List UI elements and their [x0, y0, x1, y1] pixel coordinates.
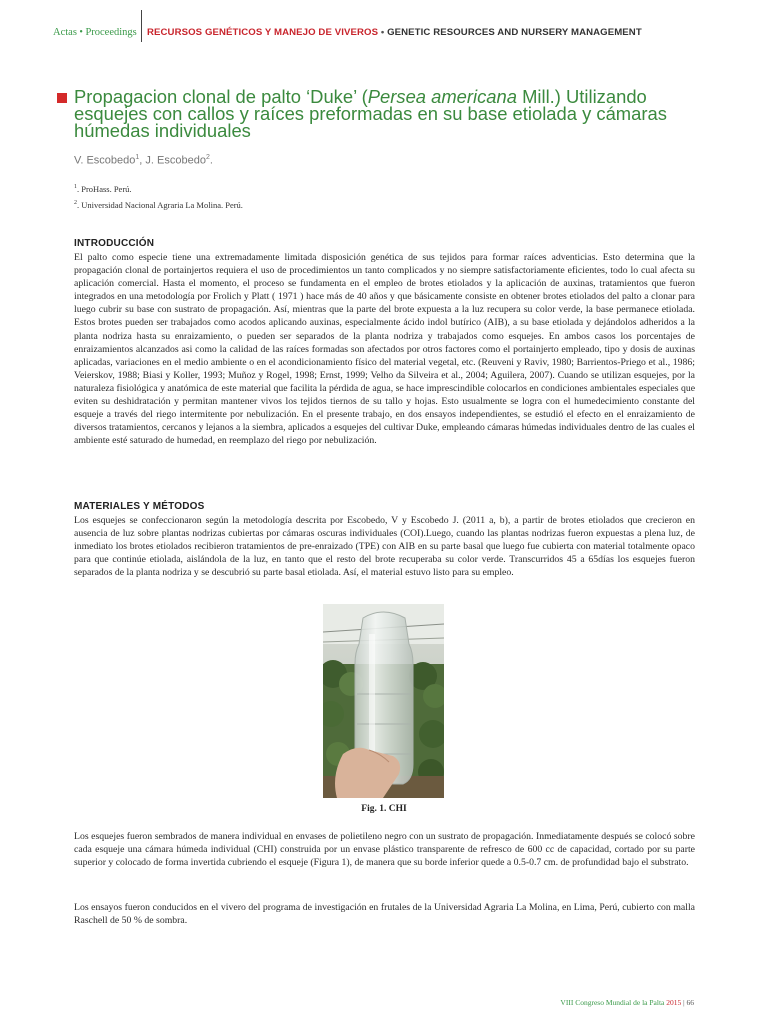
author-end: . — [209, 154, 213, 167]
footer-year: 2015 — [666, 998, 682, 1007]
title-species: Persea americana — [367, 86, 517, 107]
header-section-en: GENETIC RESOURCES AND NURSERY MANAGEMENT — [387, 27, 642, 38]
header-dot: • — [79, 27, 83, 38]
author-1: V. Escobedo — [74, 154, 136, 167]
page-footer — [560, 998, 694, 1007]
header-divider — [141, 10, 142, 42]
author-1-sup: 1 — [135, 154, 140, 161]
author-2: J. Escobedo — [145, 154, 206, 167]
affiliation-1-sup: 1 — [74, 184, 77, 191]
article-title — [74, 88, 694, 139]
header-actas: Actas — [53, 27, 77, 38]
methods-paragraph-3: Los ensayos fueron conducidos en el vivero del programa de investigación en frutales de la Universidad Agraria La Molina, en Lima, Perú, cubierto con malla Raschell de 50 % de sombra. — [74, 902, 695, 927]
affiliation-1-text: . ProHass. Perú. — [77, 184, 132, 194]
title-bullet-square — [57, 93, 67, 103]
figure-1-photo — [323, 604, 444, 798]
methods-heading: MATERIALES Y MÉTODOS — [74, 501, 205, 512]
methods-paragraph-2: Los esquejes fueron sembrados de manera individual en envases de polietileno negro con un sustrato de propagación. Inmediatamente después se colocó sobre cada esqueje una cámara húmeda individual (CHI) construida por un envase plástico transparente de refresco de 600 cc de capacidad, cortado por su parte superior y colocado de forma invertida cubriendo el esqueje (Figura 1), de manera que su borde inferior quede a 0.5-0.7 cm. de profundidad bajo el substrato. — [74, 831, 695, 869]
running-header — [53, 26, 728, 46]
bottle-photo-illustration — [323, 604, 444, 798]
affiliation-2-text: . Universidad Nacional Agraria La Molina. Perú. — [77, 200, 243, 210]
title-part1: Propagacion clonal de palto ‘Duke’ ( — [74, 86, 368, 107]
author-sep: , — [139, 154, 146, 167]
header-section — [147, 26, 642, 40]
footer-separator: | — [681, 998, 687, 1007]
authors-line — [74, 154, 213, 167]
figure-1-caption: Fig. 1. CHI — [361, 804, 407, 814]
author-2-sup: 2 — [205, 154, 210, 161]
footer-congress: VIII Congreso Mundial de la Palta — [560, 998, 665, 1007]
methods-paragraph-1: Los esquejes se confeccionaron según la metodología descrita por Escobedo, V y Escobedo J. (2011 a, b), a partir de brotes etiolados que crecieron en ausencia de luz sobre plantas nodrizas cubiertas por cámaras oscuras individuales (COI).Luego, cuando las plantas nodrizas fueron expuestas a plena luz, de inmediato los brotes etiolados recibieron tratamientos de pre-enraizado (TPE) con AIB en su parte basal que luego fue cubierta con material totalmente opaco para que continúe etiolada, aislándola de la luz, en tanto que el resto del brote recuperaba su color verde. Transcurridos 45 a 65días los esquejes fueron separados de la planta nodriza y se descubrió su parte basal etiolada. Así, el material estuvo listo para su empleo. — [74, 515, 695, 579]
intro-heading: INTRODUCCIÓN — [74, 238, 155, 249]
footer-page-number: 66 — [686, 998, 694, 1007]
header-proceedings: Proceedings — [85, 27, 137, 38]
affiliation-2-sup: 2 — [74, 200, 77, 207]
affiliation-2 — [74, 200, 243, 210]
title-part2: Mill.) Utilizando esquejes con callos y raíces preformadas en su base etiolada y cámaras húmedas individuales — [74, 86, 667, 141]
header-section-sep: • — [380, 27, 385, 38]
intro-paragraph: El palto como especie tiene una extremadamente limitada disposición genética de sus tejidos para formar raíces adventicias. Esto determina que la propagación clonal de portainjertos requiera el uso de procedimientos un tanto complicados y no siempre satisfactoriamente eficientes, todo lo cual afecta su aplicación comercial. Hasta el momento, el proceso se fundamenta en el empleo de brotes etiolados y la aplicación de auxinas, tratamientos que fueron integrados en una metodología por Frolich y Platt ( 1971 ) hace más de 40 años y que básicamente consiste en obtener brotes etiolados del palto a clonar para luego cubrir su base con sustrato de propagación. Así, mientras que la parte del brote expuesta a la luz recupera su color verde, la base permanece etiolada. Estos brotes pueden ser trabajados como acodos aplicando auxinas, especialmente ácido indol butírico (AIB), a su base etiolada y dejándolos adheridos a la planta nodriza hasta su enraizamiento, o pueden ser separados de la planta nodriza y trabajados como esquejes. En ambos casos los porcentajes de enraizamientos alcanzados asi como la calidad de las raíces formadas son afectados por otros factores como el portainjerto empleado, tipo y dosis de auxinas aplicadas, variaciones en el medio ambiente o en el acondicionamiento físico del material vegetal, etc. (Reuveni y Raviv, 1980; Barrientos-Priego et al., 1986; Veierskov, 1988; Biasi y Koller, 1993; Muñoz y Rogel, 1998; Ernst, 1999; Velho da Silveira et al., 2004; Aguilera, 2007). Cuando se utilizan esquejes, por la naturaleza fisiológica y anatómica de este material que facilita la pérdida de agua, se hace imprescindible colocarlos en condiciones ambientales especiales que eviten su deshidratación y permitan mantener vivos los tejidos tiernos de su tallo y hojas. Esto usualmente se logra con el humedecimiento constante del esqueje a través del riego intermitente por nebulización. En el presente trabajo, en dos ensayos independientes, se estudió el efecto en el enraizamiento de diversos tratamientos, cercanos y lejanos a la siembra, aplicados a esquejes del cultivar Duke, empleando cámaras húmedas individuales dentro de las cuales el ambiente esté saturado de humedad, en reemplazo del riego por nebulización. — [74, 252, 696, 447]
affiliation-1 — [74, 184, 132, 194]
header-section-es: RECURSOS GENÉTICOS Y MANEJO DE VIVEROS — [147, 27, 379, 38]
